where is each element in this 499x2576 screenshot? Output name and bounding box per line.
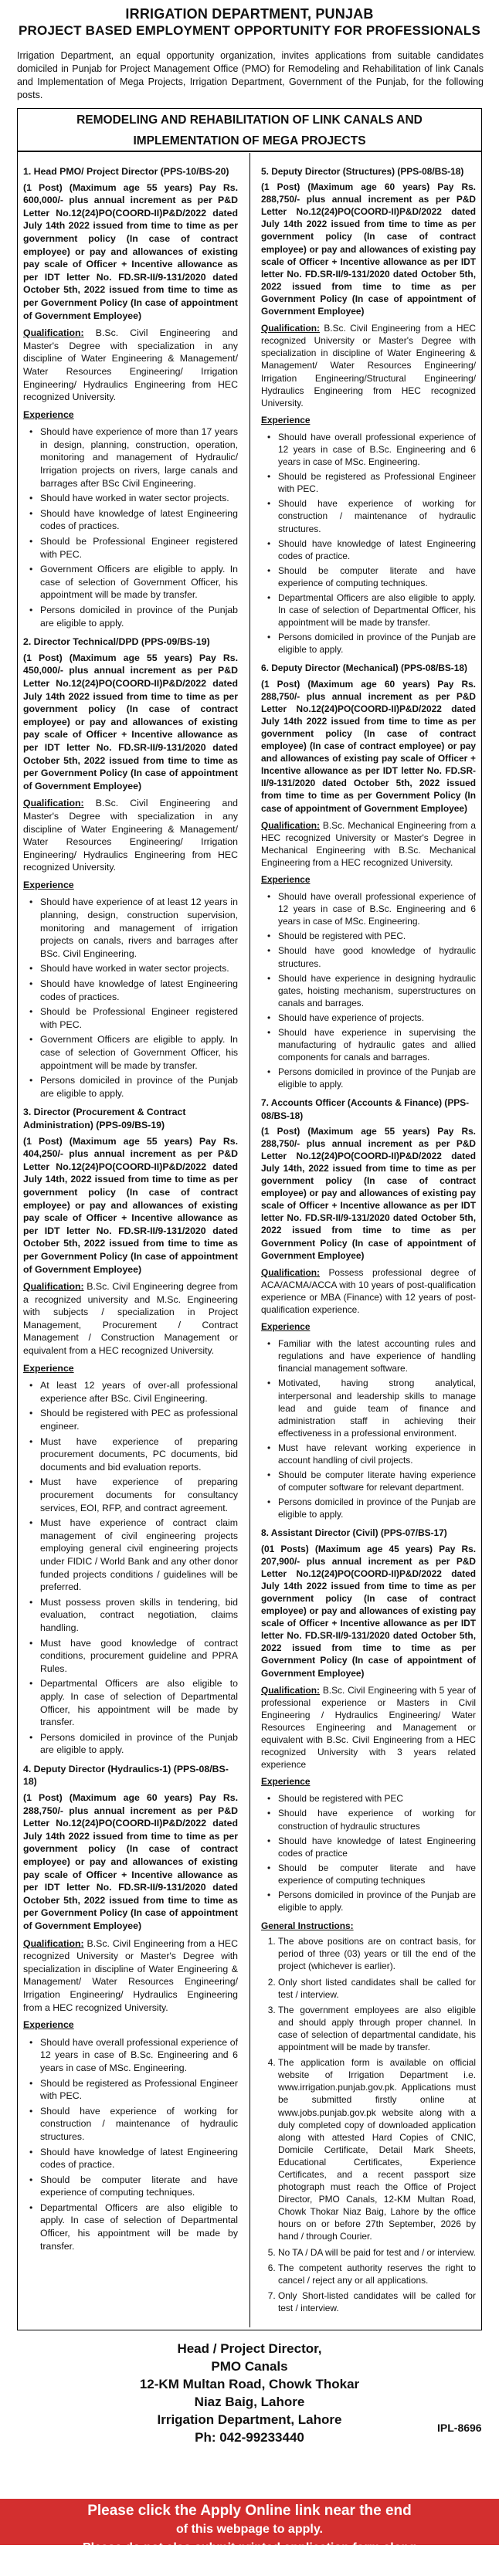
experience-item: • Motivated, having strong analytical, interpersonal and leadership skills to manage lead and guide team of finance and administration staff in achieving their effectiveness in a professional environment. <box>278 1377 476 1439</box>
experience-item: • Must have good knowledge of contract conditions, procurement guideline and PPRA Rules. <box>40 1637 238 1676</box>
general-instruction-item: 1. The above positions are on contract basis, for period of three (03) years or till the end of the project (whichever is earlier). <box>278 1935 476 1972</box>
post-qualification <box>261 1684 476 1771</box>
experience-label: Experience <box>261 1321 311 1333</box>
experience-list <box>23 2036 238 2253</box>
post-title: 5. Deputy Director (Structures) (PPS-08/BS-18) <box>261 166 464 177</box>
experience-item: • Should be computer literate and have experience of computing techniques. <box>40 2174 238 2199</box>
department-title: IRRIGATION DEPARTMENT, PUNJAB <box>125 6 374 22</box>
contact-line-5: Irrigation Department, Lahore <box>157 2412 342 2427</box>
qualification-label: Qualification: <box>23 1281 84 1293</box>
contact-line-1: Head / Project Director, <box>177 2341 322 2356</box>
post-qualification <box>23 797 238 874</box>
experience-item: • Should be computer literate and have experience of computing techniques. <box>278 564 476 589</box>
experience-item: • Should have experience of working for construction / maintenance of hydraulic structures. <box>40 2105 238 2144</box>
experience-item: • Government Officers are eligible to apply. In case of selection of Government Officer, his appointment will be made by transfer. <box>40 1033 238 1072</box>
post-terms: (1 Post) (Maximum age 55 years) Pay Rs. 450,000/- plus annual increment as per P&D Letter No.12(24)PO(COORD-II)P&D/2022 dated July 14th 2022 issued from time to time as per government policy (In case of contract employee) or pay and allowances of existing pay scale of Officer + Incentive allowance as per IDT letter No. FD.SR-II/9-131/2020 dated October 5th, 2022 issued from time to time as per Government Policy (In case of appointment of Government Employee) <box>23 652 238 791</box>
experience-list <box>261 431 476 656</box>
experience-item: • Should have knowledge of latest Engineering codes of practices. <box>40 978 238 1003</box>
qualification-label: Qualification: <box>261 323 320 334</box>
right-column <box>261 161 476 2317</box>
experience-list <box>261 1337 476 1520</box>
experience-item: • Should have experience in designing hydraulic gates, hoisting mechanism, superstructures on canals and barrages. <box>278 972 476 1009</box>
post-terms: (1 Post) (Maximum age 60 years) Pay Rs. 288,750/- plus annual increment as per P&D Letter No.12(24)PO(COORD-II)P&D/2022 dated July 14th 2022 issued from time to time as per government policy (In case of contract employee) (In case of contract employee) or pay and allowances of existing pay scale of Officer + Incentive allowance as per IDT letter No. FD.SR-II/9-131/2020 dated October 5th, 2022 issued from time to time as per Government Policy (In case of appointment of Government Employee) <box>261 678 476 814</box>
apply-online-notice <box>0 2499 499 2573</box>
post-title: 7. Accounts Officer (Accounts & Finance) (PPS-08/BS-18) <box>261 1097 470 1121</box>
contact-block <box>0 2340 499 2446</box>
experience-item: • Should have knowledge of latest Engineering codes of practice. <box>40 2146 238 2171</box>
experience-item: • Should have good knowledge of hydraulic structures. <box>278 944 476 969</box>
experience-label: Experience <box>23 1362 74 1374</box>
general-instruction-item: 2. Only short listed candidates shall be called for test / interview. <box>278 1976 476 2001</box>
experience-item: • Must have experience of preparing procurement documents, PC documents, bid documents and bid evaluation reports. <box>40 1435 238 1474</box>
post-qualification <box>23 1280 238 1357</box>
post-terms: (1 Post) (Maximum age 55 years) Pay Rs. 404,250/- plus annual increment as per P&D Letter No.12(24)PO(COORD-II)P&D/2022 dated July 14th, 2022 issued from time to time as per government policy (In case of contract employee) or pay and allowances of existing pay scale of Officer + Incentive allowance as per IDT letter No. FD.SR-II/9-131/2020 dated October 5th, 2022 issued from time to time as per Government Policy (In case of appointment of Government Employee) <box>23 1135 238 1275</box>
experience-item: • Should be computer literate having experience of computer software for relevant department. <box>278 1469 476 1493</box>
experience-label: Experience <box>261 1776 311 1788</box>
post-terms: (1 Post) (Maximum age 60 years) Pay Rs. 288,750/- plus annual increment as per P&D Letter No.12(24)PO(COORD-II)P&D/2022 dated July 14th 2022 issued from time to time as per government policy (In case of contract employee) or pay and allowances of existing pay scale of Officer + Incentive allowance as per IDT letter No. FD.SR-II/9-131/2020 dated October 5th, 2022 issued from time to time as per Government Policy (In case of appointment of Government Employee) <box>261 181 476 317</box>
experience-item: • Should be registered with PEC <box>278 1792 476 1805</box>
post-qualification <box>261 1266 476 1316</box>
post-terms: (1 Post) (Maximum age 60 years) Pay Rs. 288,750/- plus annual increment as per P&D Letter No.12(24)PO(COORD-II)P&D/2022 dated July 14th 2022 issued from time to time as per government policy (In case of contract employee) or pay and allowances of existing pay scale of Officer + Incentive allowance as per IDT letter No. FD.SR-II/9-131/2020 dated October 5th, 2022 issued from time to time as per Government Policy (In case of appointment of Government Employee) <box>23 1792 238 1931</box>
qualification-label: Qualification: <box>261 1684 320 1696</box>
post-terms: (01 Posts) (Maximum age 45 years) Pay Rs. 207,900/- plus annual increment as per P&D Letter No.12(24)PO(COORD-II)P&D/2022 dated July 14th 2022 issued from time to time as per government policy (In case of contract employee) or pay and allowances of existing pay scale of Officer + Incentive allowance as per IDT letter No. FD.SR-II/9-131/2020 dated October 5th, 2022 issued from time to time as per Government Policy (In case of appointment of Government Employee) <box>261 1543 476 1679</box>
qualification-text: B.Sc. Civil Engineering from a HEC recognized University or Master's Degree with specialization in discipline of Water Engineering & Management/ Water Resources Engineering/ Irrigation Engineering/ Hydraulics Engineering from a HEC recognized University. <box>23 1937 238 2013</box>
qualification-label: Qualification: <box>23 1937 84 1949</box>
contact-line-4: Niaz Baig, Lahore <box>194 2395 305 2409</box>
experience-item: • At least 12 years of over-all professional experience after BSc. Civil Engineering. <box>40 1379 238 1405</box>
experience-item: • Should be Professional Engineer registered with PEC. <box>40 535 238 561</box>
general-instructions-title: General Instructions: <box>261 1920 354 1932</box>
post-title: 6. Deputy Director (Mechanical) (PPS-08/BS-18) <box>261 663 467 674</box>
post-title: 2. Director Technical/DPD (PPS-09/BS-19) <box>23 636 210 648</box>
experience-item: • Should have overall professional experience of 12 years in case of B.Sc. Engineering and 6 years in case of MSc. Engineering. <box>278 890 476 927</box>
experience-item: • Should have overall professional experience of 12 years in case of B.Sc. Engineering and 6 years in case of MSc. Engineering. <box>278 431 476 468</box>
experience-item: • Should have worked in water sector projects. <box>40 962 238 975</box>
banner-line-1: REMODELING AND REHABILITATION OF LINK CANALS AND <box>76 114 423 127</box>
experience-item: • Persons domiciled in province of the Punjab are eligible to apply. <box>40 1731 238 1757</box>
qualification-label: Qualification: <box>261 819 320 831</box>
experience-label: Experience <box>23 879 74 890</box>
experience-item: • Departmental Officers are also eligible to apply. In case of selection of Departmental Officer, his appointment will be made by transfer. <box>40 2201 238 2252</box>
ipl-code: IPL-8696 <box>437 2422 482 2434</box>
experience-item: • Departmental Officers are also eligible to apply. In case of selection of Departmental Officer, his appointment will be made by transfer. <box>40 1677 238 1728</box>
experience-item: • Persons domiciled in province of the Punjab are eligible to apply. <box>278 1889 476 1913</box>
experience-item: • Persons domiciled in province of the Punjab are eligible to apply. <box>40 604 238 629</box>
experience-item: • Must possess proven skills in tendering, bid evaluation, contract negotiation, claims handling. <box>40 1596 238 1635</box>
experience-item: • Should have experience in supervising the manufacturing of hydraulic gates and allied components for canals and barrages. <box>278 1026 476 1063</box>
experience-item: • Should have knowledge of latest Engineering codes of practice <box>278 1835 476 1859</box>
experience-item: • Must have experience of contract claim management of civil engineering projects employing general civil engineering projects under FIDIC / World Bank and any other donor funded projects conditions / guidelines will be preferred. <box>40 1517 238 1594</box>
apply-line-1: Please click the Apply Online link near the end <box>87 2503 412 2519</box>
experience-label: Experience <box>23 2019 74 2031</box>
contact-line-3: 12-KM Multan Road, Chowk Thokar <box>139 2377 360 2391</box>
general-instruction-item: 4. The application form is available on official website of Irrigation Department i.e. www.irrigation.punjab.gov.pk. Applications must be submitted firstly online at www.jobs.punjab.gov.pk website along with a duly completed copy of downloaded application along with attested Hard Copies of CNIC, Domicile Certificate, Detail Mark Sheets, Educational Certificates, Experience Certificates, and a recent passport size photograph must reach the Office of Project Director, PMO Canals, 12-KM Multan Road, Chowk Thokar Niaz Baig, Lahore by the office hours on or before 27th September, 2026 by hand / through Courier. <box>278 2056 476 2242</box>
experience-list <box>23 1379 238 1757</box>
post-terms: (1 Post) (Maximum age 55 years) Pay Rs. 600,000/- plus annual increment as per P&D Letter No.12(24)PO(COORD-II)P&D/2022 dated July 14th 2022 issued from time to time as per government policy (In case of contract employee) or pay and allowances of existing pay scale of Officer + Incentive allowance as per IDT letter No. FD.SR-II/9-131/2020 dated October 5th, 2022 issued from time to time as per Government Policy (In case of appointment of Government Employee) <box>23 181 238 321</box>
experience-item: • Familiar with the latest accounting rules and regulations and have experience of handling financial management software. <box>278 1337 476 1374</box>
experience-item: • Should be Professional Engineer registered with PEC. <box>40 1005 238 1031</box>
experience-item: • Should have experience of projects. <box>278 1012 476 1024</box>
post-title: 4. Deputy Director (Hydraulics-1) (PPS-08/BS-18) <box>23 1763 229 1788</box>
post-qualification <box>23 1937 238 2015</box>
experience-label: Experience <box>261 873 311 885</box>
post-qualification <box>261 322 476 409</box>
experience-item: • Should be registered with PEC as professional engineer. <box>40 1407 238 1432</box>
experience-item: • Persons domiciled in province of the Punjab are eligible to apply. <box>278 1496 476 1520</box>
experience-label: Experience <box>261 414 311 425</box>
post-title: 8. Assistant Director (Civil) (PPS-07/BS-17) <box>261 1527 447 1539</box>
contact-line-2: PMO Canals <box>211 2359 288 2374</box>
opportunity-title: PROJECT BASED EMPLOYMENT OPPORTUNITY FOR PROFESSIONALS <box>19 23 480 38</box>
general-instruction-item: 3. The government employees are also eligible and should apply through proper channel. In case of selection of departmental candidate, his appointment will be made by transfer. <box>278 2004 476 2053</box>
qualification-text: B.Sc. Civil Engineering and Master's Degree with specialization in any discipline of Water Engineering & Management/ Water Resources Engineering/ Irrigation Engineering/ Hydraulics Engineering from HEC recognized University. <box>23 327 238 403</box>
qualification-text: B.Sc. Civil Engineering from a HEC recognized University or Master's Degree with specialization in discipline of Water Engineering & Management/ Water Resources Engineering/ Irrigation Engineering/Structural Engineering/ Hydraulics Engineering from HEC recognized University. <box>261 323 477 408</box>
intro-paragraph: Irrigation Department, an equal opportunity organization, invites applications from suitable candidates domiciled in Punjab for Project Management Office (PMO) for Remodeling and Rehabilitation of link Canals and Implementation of Mega Projects, Irrigation Department, Government of the Punjab, for the following posts. <box>17 50 484 100</box>
experience-item: • Departmental Officers are also eligible to apply. In case of selection of Departmental Officer, his appointment will be made by transfer. <box>278 591 476 629</box>
experience-item: • Should have worked in water sector projects. <box>40 492 238 505</box>
apply-line-2: of this webpage to apply. <box>176 2523 323 2536</box>
general-instructions-list <box>261 1935 476 2314</box>
general-instruction-item: 5. No TA / DA will be paid for test and / or interview. <box>278 2246 476 2259</box>
general-instruction-item: 6. The competent authority reserves the right to cancel / reject any or all applications. <box>278 2262 476 2286</box>
experience-item: • Persons domiciled in province of the Punjab are eligible to apply. <box>40 1074 238 1100</box>
experience-item: • Should be computer literate and have experience of computing techniques <box>278 1862 476 1886</box>
qualification-text: B.Sc. Civil Engineering with 5 year of professional experience or Masters in Civil Engineering / Hydraulics Engineering/ Water Resources Engineering and Management or equivalent with B.Sc. Civil Engineering from a HEC recognized University with 3 years related experience <box>261 1684 476 1771</box>
experience-item: • Persons domiciled in province of the Punjab are eligible to apply. <box>278 631 476 656</box>
experience-list <box>261 1792 476 1913</box>
post-title: 3. Director (Procurement & Contract Administration) (PPS-09/BS-19) <box>23 1107 186 1130</box>
experience-item: • Should be registered as Professional Engineer with PEC. <box>278 470 476 495</box>
post-title: 1. Head PMO/ Project Director (PPS-10/BS-20) <box>23 166 229 177</box>
qualification-label: Qualification: <box>23 798 84 809</box>
qualification-label: Qualification: <box>261 1266 320 1278</box>
experience-item: • Should have knowledge of latest Engineering codes of practice. <box>278 537 476 562</box>
experience-item: • Should be registered with PEC. <box>278 930 476 942</box>
experience-item: • Must have experience of preparing procurement documents for consultancy services, EOI, RFP, and contract agreement. <box>40 1476 238 1514</box>
apply-line-3: Please do not also submit printed application form along <box>82 2541 417 2554</box>
banner-line-2: IMPLEMENTATION OF MEGA PROJECTS <box>133 134 366 147</box>
post-qualification <box>23 327 238 404</box>
qualification-text: B.Sc. Civil Engineering degree from a recognized university and M.Sc. Engineering with subjects / specialization in Project Management, Procurement / Contract Management / Construction Management or equivalent from a HEC recognized University. <box>23 1281 239 1357</box>
experience-item: • Should have experience of more than 17 years in design, planning, construction, operation, monitoring and management of Hydraulic/ Irrigation projects on rivers, large canals and barrages after BSc Civil Engineering. <box>40 425 238 490</box>
qualification-label: Qualification: <box>23 327 84 339</box>
experience-list <box>23 896 238 1100</box>
qualification-text: B.Sc. Mechanical Engineering from a HEC recognized University or Master's Degree in Mechanical Engineering with B.Sc. Mechanical Engineering from a HEC recognized University. <box>261 819 476 868</box>
experience-item: • Should have experience of at least 12 years in planning, design, construction supervision, monitoring and management of irrigation projects on canals, rivers and barrages after BSc. Civil Engineering. <box>40 896 238 960</box>
experience-list <box>261 890 476 1090</box>
experience-item: • Government Officers are eligible to apply. In case of selection of Government Officer, his appointment will be made by transfer. <box>40 563 238 602</box>
qualification-text: Possess professional degree of ACA/ACMA/ACCA with 10 years of post-qualification experience or MBA (Finance) with 12 years of post-qualification experience. <box>261 1266 477 1315</box>
experience-item: • Should have experience of working for construction of hydraulic structures <box>278 1807 476 1832</box>
experience-item: • Persons domiciled in province of the Punjab are eligible to apply. <box>278 1066 476 1090</box>
qualification-text: B.Sc. Civil Engineering and Master's Degree with specialization in any discipline of Water Engineering & Management/ Water Resources Engineering/ Irrigation Engineering/ Hydraulics Engineering from HEC recognized University. <box>23 798 238 873</box>
general-instruction-item: 7. Only Short-listed candidates will be called for test / interview. <box>278 2290 476 2314</box>
contact-line-6: Ph: 042-99233440 <box>195 2430 304 2445</box>
apply-line-4: with other required documents. <box>157 2560 342 2573</box>
experience-item: • Should have overall professional experience of 12 years in case of B.Sc. Engineering and 6 years in case of MSc. Engineering. <box>40 2036 238 2075</box>
experience-item: • Should have experience of working for construction / maintenance of hydraulic structures. <box>278 497 476 534</box>
post-qualification <box>261 819 476 869</box>
project-banner <box>17 108 482 151</box>
post-terms: (1 Post) (Maximum age 55 years) Pay Rs. 288,750/- plus annual increment as per P&D Letter No.12(24)PO(COORD-II)P&D/2022 dated July 14th, 2022 issued from time to time as per government policy (In case of contract employee) or pay and allowances of existing pay scale of Officer + Incentive allowance as per IDT letter No. FD.SR-II/9-131/2020 dated October 5th, 2022 issued from time to time as per Government Policy (In case of appointment of Government Employee) <box>261 1125 476 1261</box>
experience-item: • Should be registered as Professional Engineer with PEC. <box>40 2077 238 2103</box>
experience-list <box>23 425 238 629</box>
left-column <box>23 161 238 2259</box>
experience-item: • Must have relevant working experience in account handling of civil projects. <box>278 1442 476 1466</box>
experience-label: Experience <box>23 408 74 420</box>
experience-item: • Should have knowledge of latest Engineering codes of practices. <box>40 507 238 533</box>
